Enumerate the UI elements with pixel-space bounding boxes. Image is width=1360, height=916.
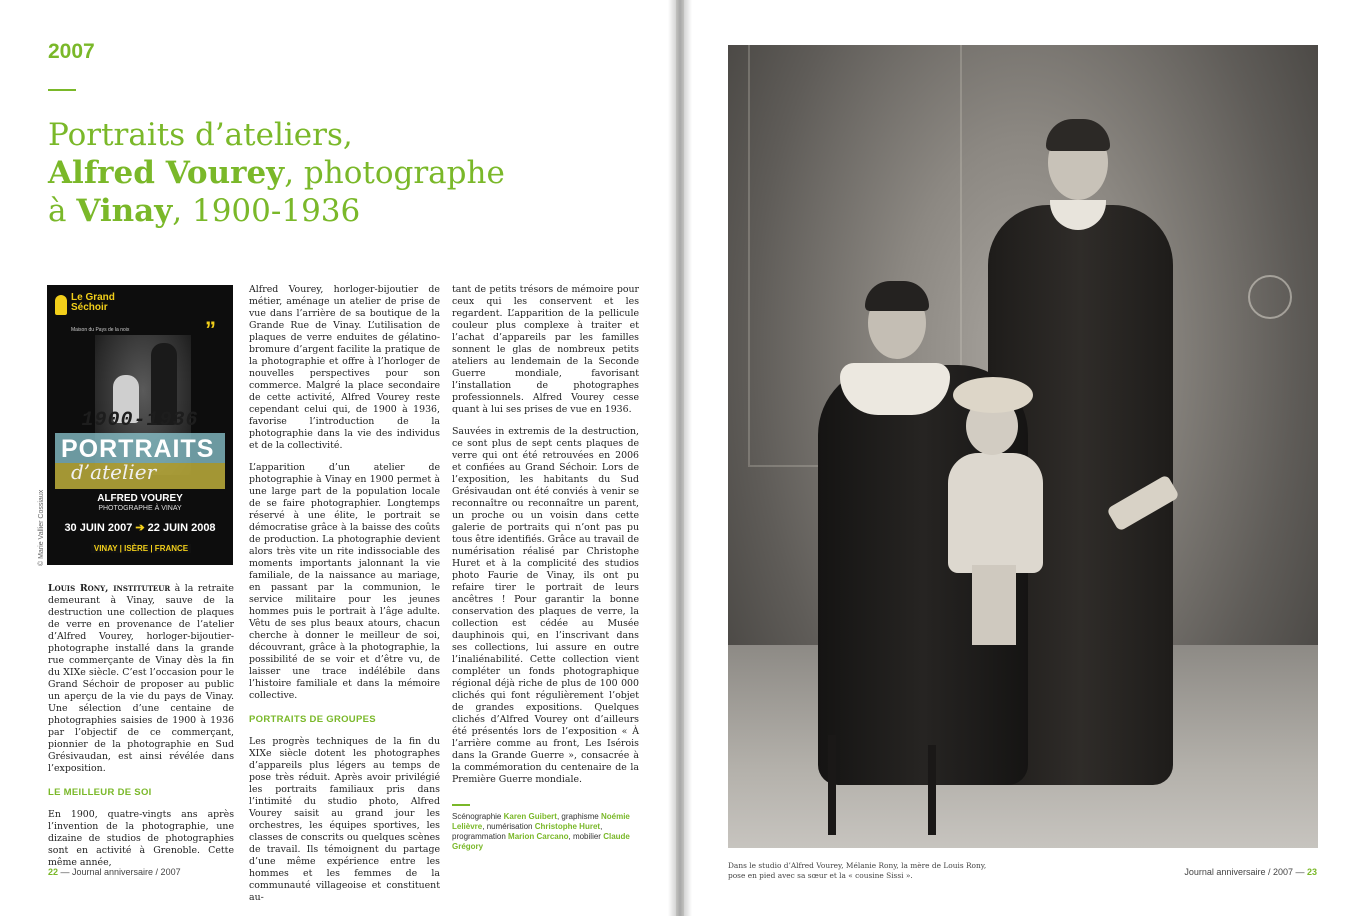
poster-subtitle2: PHOTOGRAPHE À VINAY xyxy=(98,505,182,512)
title-town: Vinay xyxy=(76,193,173,229)
clock-icon xyxy=(1248,275,1292,319)
credit-label: , numérisation xyxy=(482,821,535,831)
paragraph: Sauvées in extremis de la destruction, ce sont plus de sept cents plaques de verre qui ont été retrouvées en 2006 et confiées au Grand Séchoir. Lors de l’exposition, les habitants du Sud Grésivaudan ont été conviés à venir se reconnaître ou reconnaître un parent, un proche ou un voisin dans cette galerie de portraits qui n’ont pas pu tous être identifiés. Grâce au travail de numérisation réalisé par Christophe Huret et à la complicité des studios photo Faurie de Vinay, ils ont pu refaire tirer le portrait de leurs ancêtres ! Pour garantir la bonne conservation des plaques de verre, la collection est cédée au Musée dauphinois qui, en l’inscrivant dans ses collections, lui assure en outre l’inaliénabilité. Cette collection vient compléter un fonds photographique régional déjà riche de plus de 100 000 clichés qui font régulièrement l’objet de grandes expositions. Quelques clichés d’Alfred Vourey ont d’ailleurs été présentés lors de l’exposition « À l’arrière comme au front, Les Isérois dans la Grande Guerre », consacrée à la commémoration du centenaire de la Première Guerre mondiale. xyxy=(452,426,639,785)
lace-collar xyxy=(840,363,950,415)
poster-run-end: 22 JUIN 2008 xyxy=(147,522,216,534)
page-gutter xyxy=(668,0,692,916)
studio-portrait-photo xyxy=(728,45,1318,848)
title-line3-rest: , 1900-1936 xyxy=(172,193,361,229)
child xyxy=(948,453,1043,573)
photo-caption: Dans le studio d’Alfred Vourey, Mélanie Rony, la mère de Louis Rony, pose en pied avec sa sœur et la « cousine Sissi ». xyxy=(728,861,987,880)
section-heading: LE MEILLEUR DE SOI xyxy=(48,787,152,798)
paragraph: L’apparition d’un atelier de photographie à Vinay en 1900 permet à une large part de la population locale de se faire photographier. Longtemps réservé à une élite, le portrait se démocratise grâce à la baisse des coûts de production. La photographie devient alors très vite un rite indissociable des moments importants jalonnant la vie familiale, de la naissance au mariage, en passant par la communion, le service militaire pour les jeunes hommes puis le portrait à l’âge adulte. Vêtu de ses plus beaux atours, chacun cherche à donner le meilleur de soi, découvrant, grâce à la photographie, la possibilité de se voir et d’être vu, de laisser une trace indélébile dans l’histoire familiale et dans la mémoire collective. xyxy=(249,462,440,701)
folio-text: Journal anniversaire / 2007 — xyxy=(1184,867,1307,877)
poster-headline: PORTRAITS xyxy=(61,435,215,463)
poster-subtitle: ALFRED VOUREY xyxy=(97,493,183,504)
child-legs xyxy=(972,565,1016,645)
credit-name: Marion Carcano xyxy=(508,831,569,841)
page-folio-left xyxy=(48,867,181,877)
poster-run-start: 30 JUIN 2007 xyxy=(64,522,133,534)
paragraph: Alfred Vourey, horloger-bijoutier de métier, aménage un atelier de prise de vue dans l’arrière de sa boutique de la Grande Rue de Vinay. L’utilisation de plaques de verre enduites de gélatino-bromure d’argent facilite la pratique de la photographie et offre à l’horloger de nouvelles perspectives pour son commerce. Malgré la place secondaire de cette activité, Alfred Vourey reste cependant celui qui, de 1900 à 1936, favorise l’introduction de la photographie dans la vie des individus et de la collectivité. xyxy=(249,284,440,451)
straw-hat xyxy=(953,377,1033,413)
section-heading: PORTRAITS DE GROUPES xyxy=(249,714,376,725)
accent-rule xyxy=(48,89,76,91)
quote-mark-icon: ” xyxy=(205,317,216,342)
paragraph: tant de petits trésors de mémoire pour ceux qui les conservent et les regardent. L’apparition de la pellicule couleur plus complexe à traiter et l’achat d’appareils par les familles sonnent le glas de nombreux petits ateliers au lendemain de la Seconde Guerre mondiale, favorisant l’installation de photographes professionnels. Alfred Vourey cesse quant à lui ses prises de vue en 1936. xyxy=(452,284,639,415)
title-name: Alfred Vourey xyxy=(48,155,285,191)
photo-credit: © Marie Vallier Cossiaux xyxy=(38,489,45,566)
credit-name: Noémie Lelièvre xyxy=(452,811,630,831)
lead-in: Louis Rony, instituteur xyxy=(48,583,171,594)
credit-name: Claude Grégory xyxy=(452,831,630,851)
paragraph: En 1900, quatre-vingts ans après l’invention de la photographie, une dizaine de studios de photographies sont en activité à Grenoble. Cette même année, xyxy=(48,809,234,868)
poster-logo-sub: Maison du Pays de la noix xyxy=(71,327,130,333)
standing-woman-hair xyxy=(1046,119,1110,151)
credits-rule xyxy=(452,804,470,806)
left-page xyxy=(0,0,676,916)
poster-dates: 1900-1936 xyxy=(81,409,199,432)
page-number: 22 xyxy=(48,867,59,877)
poster-region: VINAY | ISÈRE | FRANCE xyxy=(91,544,191,553)
seated-woman-hair xyxy=(865,281,929,311)
exhibition-poster xyxy=(47,285,233,565)
poster-headline-script: d’atelier xyxy=(71,460,157,484)
text-column-3 xyxy=(452,284,639,852)
page-folio-right xyxy=(1184,867,1317,877)
title-line1: Portraits d’ateliers, xyxy=(48,117,353,153)
paragraph: Les progrès techniques de la fin du XIXe siècle dotent les photographes d’appareils plus légers au temps de pose très réduit. Après avoir privilégié les portraits familiaux pris dans l’intimité du studio photo, Alfred Vourey saisit au grand jour les orchestres, les équipes sportives, les classes de conscrits ou quelques scènes de travail. Ils témoignent du partage d’une même expérience entre les hommes et les femmes de la communauté villageoise et constituent au- xyxy=(249,736,440,903)
year-label: 2007 xyxy=(48,40,95,63)
arrow-right-icon: ➔ xyxy=(135,522,145,534)
title-line2: , photographe xyxy=(284,155,505,191)
paragraph xyxy=(48,583,234,775)
credit-name: Christophe Huret xyxy=(534,821,601,831)
walnut-logo-icon xyxy=(55,295,67,315)
credit-label: , graphisme xyxy=(556,811,601,821)
poster-run-dates xyxy=(47,521,233,534)
credit-label: Scénographie xyxy=(452,811,504,821)
credit-name: Karen Guibert xyxy=(503,811,557,821)
exhibition-credits xyxy=(452,812,639,852)
credit-label: , programmation xyxy=(452,821,603,841)
page-number: 23 xyxy=(1306,867,1317,877)
article-title xyxy=(48,116,608,230)
chair-leg xyxy=(928,745,936,835)
chair-leg xyxy=(828,735,836,835)
paragraph-body: à la retraite demeurant à Vinay, sauve de la destruction une collection de plaques de verre en provenance de l’atelier d’Alfred Vourey, horloger-bijoutier-photographe installé dans la grande rue commerçante de Vinay dès la fin du XIXe siècle. C’est l’occasion pour le Grand Séchoir de proposer au public un aperçu de la vie du pays de Vinay. Une sélection d’une centaine de photographies saisies de 1900 à 1936 par l’objectif de ce commerçant, pionnier de la photographie en Sud Grésivaudan, est ainsi révélée dans l’exposition. xyxy=(48,583,234,774)
poster-logo: Le Grand Séchoir xyxy=(71,292,115,313)
text-column-2 xyxy=(249,284,440,914)
text-column-1 xyxy=(48,583,234,879)
credit-label: , mobilier xyxy=(568,831,604,841)
right-page xyxy=(684,0,1360,916)
folio-text: — Journal anniversaire / 2007 xyxy=(58,867,181,877)
title-line3-prefix: à xyxy=(48,193,77,229)
